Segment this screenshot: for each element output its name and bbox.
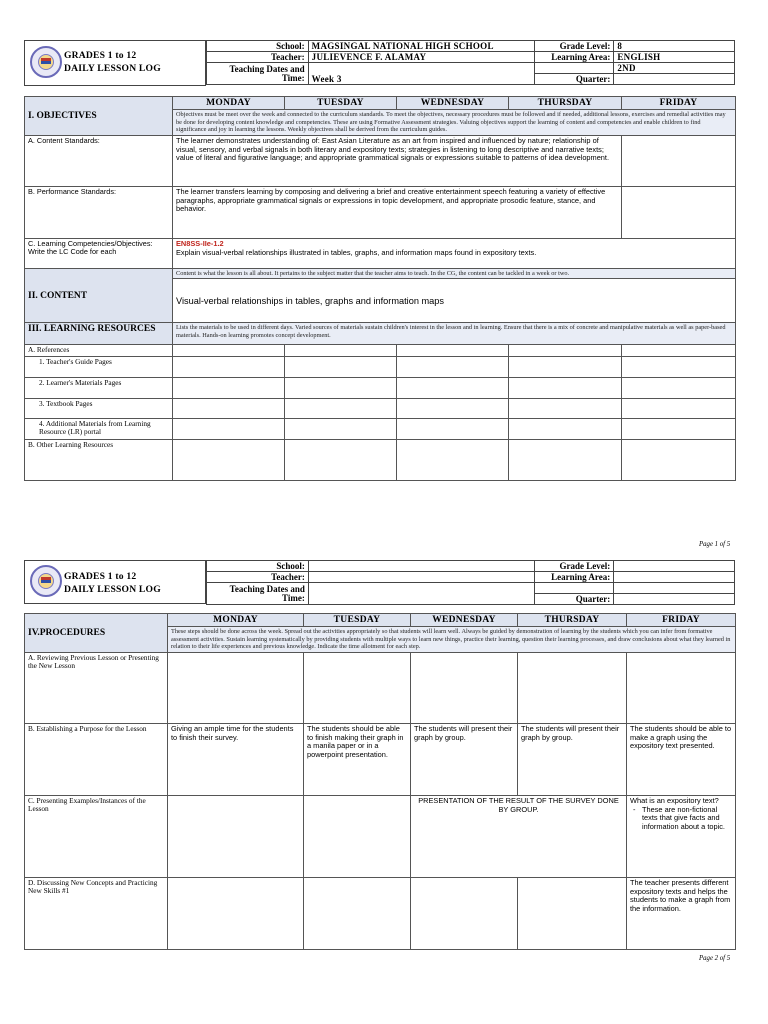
content-standards-text: The learner demonstrates understanding of: East Asian Literature as an art from inspired and influenced by nature; relationship of visual, sensory, and verbal signals in both literary and expository texts; strategies in listening to long descriptive and narrative texts; value of literal and figurative language; and appropriate grammatical signals or expressions suitable to patterns of idea development. <box>173 135 622 186</box>
page2-meta-table <box>206 560 735 605</box>
page1-page-label: Page 1 of 5 <box>699 541 731 548</box>
objectives-heading: I. OBJECTIVES <box>25 97 173 136</box>
procedures-heading: IV.PROCEDURES <box>25 614 168 653</box>
grade-label: Grade Level: <box>535 41 614 52</box>
deped-seal-icon <box>30 565 62 597</box>
rowC-friday-point: - These are non-fictional texts that give facts and information about a topic. <box>630 806 732 832</box>
page1-meta-table <box>206 40 735 85</box>
dates-value: Week 3 <box>308 63 535 85</box>
school-label: School: <box>207 41 309 52</box>
day-friday: FRIDAY <box>627 614 736 627</box>
teacher-label: Teacher: <box>207 572 309 583</box>
deped-seal-icon <box>30 46 62 78</box>
day-thursday: THURSDAY <box>518 614 627 627</box>
school-value: MAGSINGAL NATIONAL HIGH SCHOOL <box>308 41 535 52</box>
resources-note: Lists the materials to be used in different days. Varied sources of materials sustain children's interest in the lesson and in learning. Ensure that there is a mix of concrete and manipulative materials as well as paper-based materials. Hands-on learning promotes concept development. <box>173 323 736 345</box>
additional-materials-label: 4. Additional Materials from Learning Resource (LR) portal <box>25 418 173 439</box>
day-tuesday: TUESDAY <box>285 97 397 110</box>
day-friday: FRIDAY <box>622 97 736 110</box>
competencies-cell <box>173 238 736 268</box>
content-note: Content is what the lesson is all about. It pertains to the subject matter that the teacher aims to teach. In the CG, the content can be tackled in a week or two. <box>173 268 736 279</box>
competencies-label: C. Learning Competencies/Objectives: Write the LC Code for each <box>25 238 173 268</box>
area-label: Learning Area: <box>535 572 614 583</box>
performance-standards-label: B. Performance Standards: <box>25 186 173 238</box>
day-tuesday: TUESDAY <box>304 614 411 627</box>
day-wednesday: WEDNESDAY <box>397 97 509 110</box>
procedures-note: These steps should be done across the week. Spread out the activities appropriately so that students will learn well. Always be guided by demonstration of learning by the students which you can infer from formative assessment activities. Sustain learning systematically by providing students with multiple ways to learn new things, practice their learning, question their learning processes, and draw conclusions about what they learned in relation to their life experiences and previous knowledge. Indicate the time allotment for each step. <box>168 627 736 653</box>
rowB-monday: Giving an ample time for the students to finish their survey. <box>168 723 304 795</box>
rowB-tuesday: The students should be able to finish making their graph in a manila paper or in a powerpoint presentation. <box>304 723 411 795</box>
rowA-label: A. Reviewing Previous Lesson or Presenting the New Lesson <box>25 652 168 723</box>
rowB-thursday: The students will present their graph by group. <box>518 723 627 795</box>
performance-standards-text: The learner transfers learning by composing and delivering a brief and creative entertainment speech featuring a variety of effective paragraphs, appropriate grammatical signals or expressions in topic development, and appropriate prosodic feature, stance, and behavior. <box>173 186 622 238</box>
rowD-label: D. Discussing New Concepts and Practicing New Skills #1 <box>25 877 168 949</box>
day-wednesday: WEDNESDAY <box>411 614 518 627</box>
rowB-label: B. Establishing a Purpose for the Lesson <box>25 723 168 795</box>
header-title-line1: GRADES 1 to 12 <box>64 571 137 582</box>
competency-text: Explain visual-verbal relationships illustrated in tables, graphs, and information maps found in expository texts. <box>176 247 537 257</box>
learners-materials-label: 2. Learner's Materials Pages <box>25 377 173 398</box>
rowC-friday <box>627 795 736 877</box>
page2-page-label: Page 2 of 5 <box>699 955 731 962</box>
rowC-friday-question: What is an expository text? <box>630 795 719 805</box>
grade-value: 8 <box>614 41 735 52</box>
area-label: Learning Area: <box>535 52 614 63</box>
grade-label: Grade Level: <box>535 561 614 572</box>
page2-procedures-grid <box>24 613 736 950</box>
day-monday: MONDAY <box>168 614 304 627</box>
dates-label: Teaching Dates and Time: <box>207 63 309 85</box>
day-thursday: THURSDAY <box>509 97 622 110</box>
other-resources-label: B. Other Learning Resources <box>25 439 173 480</box>
quarter-value: 2ND <box>614 63 735 74</box>
day-monday: MONDAY <box>173 97 285 110</box>
lc-code: EN8SS-IIe-1.2 <box>176 238 224 248</box>
quarter-label: Quarter: <box>535 594 614 605</box>
content-text: Visual-verbal relationships in tables, graphs and information maps <box>173 279 736 323</box>
teachers-guide-label: 1. Teacher's Guide Pages <box>25 356 173 377</box>
quarter-label: Quarter: <box>535 74 614 85</box>
rowC-label: C. Presenting Examples/Instances of the Lesson <box>25 795 168 877</box>
textbook-pages-label: 3. Textbook Pages <box>25 398 173 418</box>
area-value: ENGLISH <box>614 52 735 63</box>
header-title-line1: GRADES 1 to 12 <box>64 50 137 61</box>
header-title-line2: DAILY LESSON LOG <box>64 63 161 74</box>
rowD-friday: The teacher presents different expository texts and helps the students to make a graph from the information. <box>627 877 736 949</box>
dates-label: Teaching Dates and Time: <box>207 583 309 605</box>
header-title-line2: DAILY LESSON LOG <box>64 584 161 595</box>
content-standards-label: A. Content Standards: <box>25 135 173 186</box>
objectives-note: Objectives must be meet over the week and connected to the curriculum standards. To meet the objectives, necessary procedures must be followed and if needed, additional lessons, exercises and remedial activities may be done for developing content knowledge and competencies. These are using Formative Assessment strategies. Valuing objectives support the learning of content and competencies and enable children to find significance and joy in learning the lessons. Weekly objectives shall be derived from the curriculum guides. <box>173 110 736 136</box>
page1-lesson-grid <box>24 96 736 481</box>
rowC-wed-thu: PRESENTATION OF THE RESULT OF THE SURVEY DONE BY GROUP. <box>411 795 627 877</box>
content-heading: II. CONTENT <box>25 268 173 323</box>
rowB-friday: The students should be able to make a graph using the expository text presented. <box>627 723 736 795</box>
resources-heading: III. LEARNING RESOURCES <box>25 323 173 345</box>
rowB-wednesday: The students will present their graph by group. <box>411 723 518 795</box>
references-label: A. References <box>25 345 173 357</box>
school-label: School: <box>207 561 309 572</box>
teacher-value: JULIEVENCE F. ALAMAY <box>308 52 535 63</box>
teacher-label: Teacher: <box>207 52 309 63</box>
